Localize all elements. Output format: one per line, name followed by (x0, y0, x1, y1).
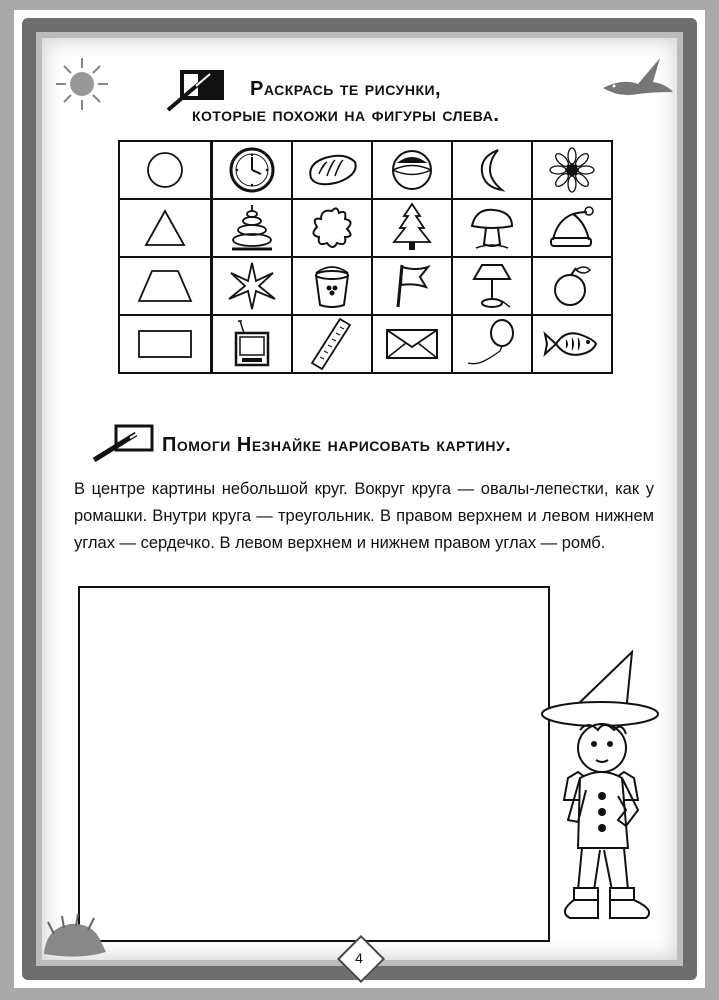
table-row (119, 257, 612, 315)
ball-icon[interactable] (372, 141, 452, 199)
table-row (119, 199, 612, 257)
flag-icon[interactable] (372, 257, 452, 315)
task2-instructions: В центре картины небольшой круг. Вокруг круга — овалы-лепестки, как у ромашки. Внутри круга — треугольник. В правом верхнем и левом нижнем углах — сердечко. В левом верхнем и нижнем правом углах — ромб. (74, 480, 654, 552)
neznaika-character-illustration (538, 650, 674, 928)
task2-heading: Помоги Незнайке нарисовать картину. (162, 434, 512, 456)
splat-icon[interactable] (292, 199, 372, 257)
rectangle-icon (119, 315, 212, 373)
apple-icon[interactable] (532, 257, 612, 315)
bird-icon (598, 48, 678, 108)
bucket-icon[interactable] (292, 257, 372, 315)
crescent-moon-icon[interactable] (452, 141, 532, 199)
cap-icon[interactable] (532, 199, 612, 257)
bread-loaf-icon[interactable] (292, 141, 372, 199)
tv-icon[interactable] (212, 315, 293, 373)
task1-heading-line1: Раскрась те рисунки, (250, 78, 442, 100)
sun-icon (52, 54, 112, 114)
flower-icon[interactable] (532, 141, 612, 199)
star-icon[interactable] (212, 257, 293, 315)
page-number: 4 (355, 950, 363, 966)
envelope-icon[interactable] (372, 315, 452, 373)
ruler-icon[interactable] (292, 315, 372, 373)
circle-icon (119, 141, 212, 199)
clock-icon[interactable] (212, 141, 293, 199)
shape-table (118, 140, 613, 374)
trapezoid-icon (119, 257, 212, 315)
mushroom-icon[interactable] (452, 199, 532, 257)
table-row (119, 141, 612, 199)
ring-pyramid-icon[interactable] (212, 199, 293, 257)
drawing-area[interactable] (78, 586, 550, 942)
hedgehog-icon (40, 914, 110, 960)
balloon-icon[interactable] (452, 315, 532, 373)
triangle-icon (119, 199, 212, 257)
table-row (119, 315, 612, 373)
pencil-task-icon (92, 424, 158, 464)
task1-heading-line2: которые похожи на фигуры слева. (192, 104, 500, 126)
lamp-icon[interactable] (452, 257, 532, 315)
fir-tree-icon[interactable] (372, 199, 452, 257)
worksheet-page (14, 10, 705, 988)
fish-icon[interactable] (532, 315, 612, 373)
